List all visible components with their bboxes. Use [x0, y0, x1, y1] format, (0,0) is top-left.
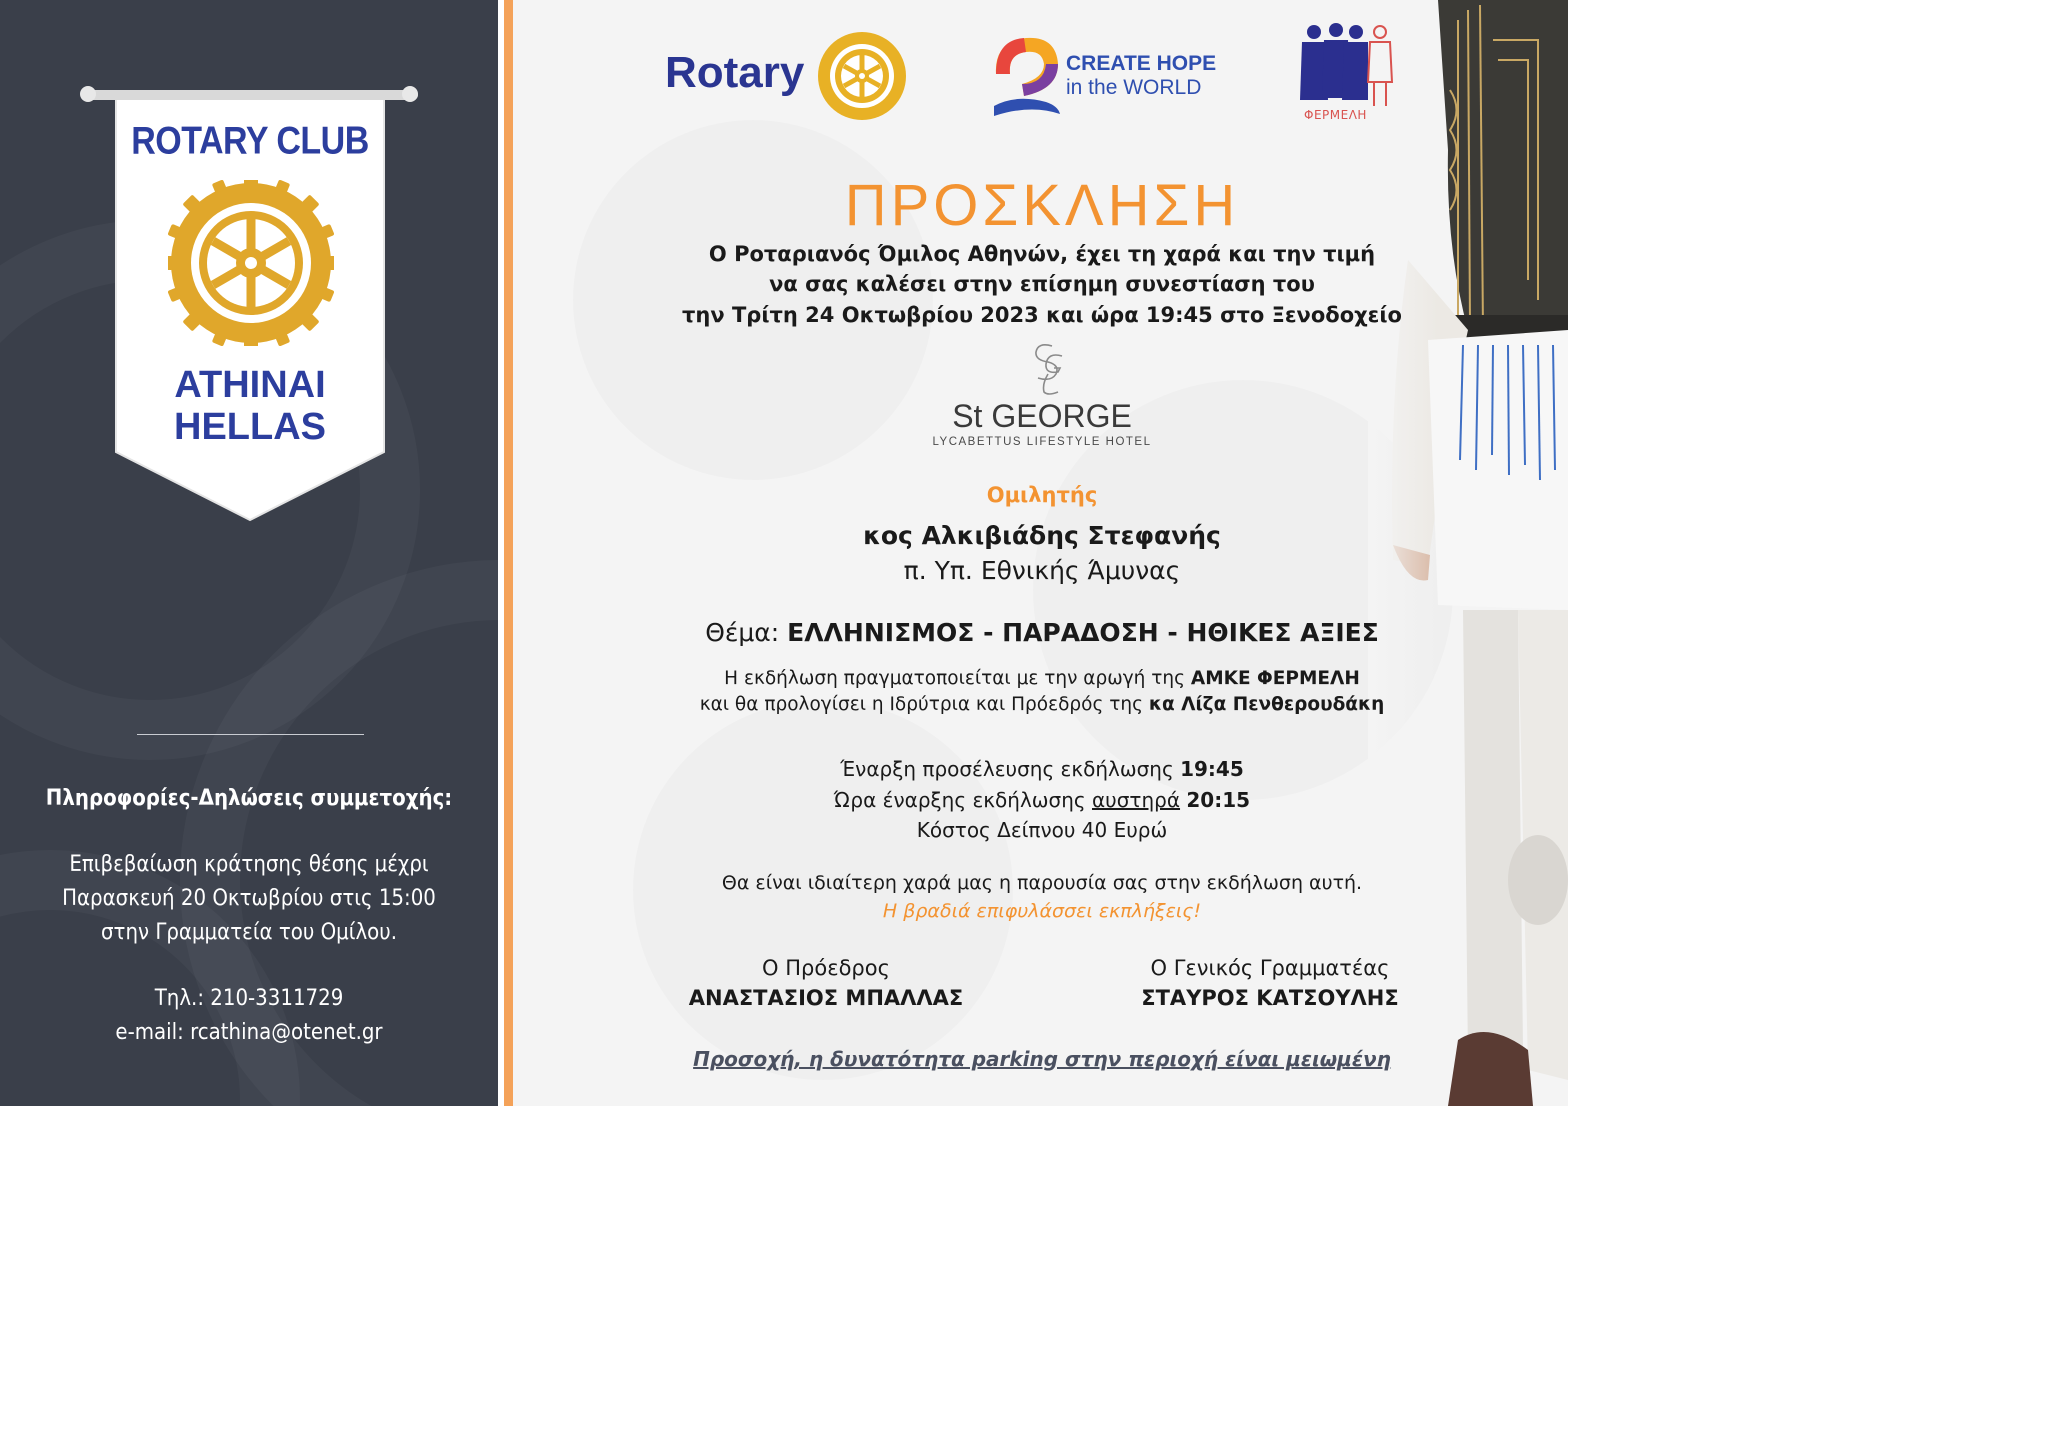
- create-hope-line-2: in the WORLD: [1066, 76, 1202, 99]
- rotary-logo-wheel-icon: [816, 30, 908, 122]
- intro-line-1: Ο Ροταριανός Όμιλος Αθηνών, έχει τη χαρά και την τιμή: [708, 242, 1376, 266]
- banner-athinai: ATHINAI: [174, 364, 326, 406]
- support-text-1: Η εκδήλωση πραγματοποιείται με την αρωγή της: [724, 668, 1191, 689]
- closing-line: Θα είναι ιδιαίτερη χαρά μας η παρουσία σας στην εκδήλωση αυτή.: [721, 872, 1363, 894]
- intro-line-2: να σας καλέσει στην επίσημη συνεστίαση του: [769, 272, 1315, 296]
- closing-orange: Η βραδιά επιφυλάσσει εκπλήξεις!: [882, 900, 1202, 922]
- hotel-subtitle: LYCABETTUS LIFESTYLE HOTEL: [932, 436, 1152, 448]
- topic-text: ΕΛΛΗΝΙΣΜΟΣ - ΠΑΡΑΔΟΣΗ - ΗΘΙΚΕΣ ΑΞΙΕΣ: [787, 618, 1379, 647]
- support-person: κα Λίζα Πενθερουδάκη: [1148, 694, 1385, 715]
- support-line-2: [513, 694, 1571, 715]
- invitation-title: ΠΡΟΣΚΛΗΣΗ: [844, 173, 1240, 238]
- phone: Τηλ.: 210-3311729: [154, 986, 344, 1011]
- dinner-cost: Κόστος Δείπνου 40 Ευρώ: [916, 818, 1168, 842]
- secretary-title: Ο Γενικός Γραμματέας: [1150, 956, 1390, 980]
- arrival-time: 19:45: [1180, 757, 1244, 781]
- info-line-2: Παρασκευή 20 Οκτωβρίου στις 15:00: [62, 886, 436, 911]
- evzone-figure: [1368, 0, 1568, 1106]
- info-line-1: Επιβεβαίωση κράτησης θέσης μέχρι: [69, 852, 429, 877]
- topic-line: [513, 618, 1571, 647]
- president-name: ΑΝΑΣΤΑΣΙΟΣ ΜΠΑΛΛΑΣ: [688, 986, 964, 1010]
- create-hope-line-1: CREATE HOPE: [1066, 52, 1217, 75]
- pennant-rod: [82, 90, 418, 100]
- speaker-label: Ομιλητής: [986, 483, 1098, 507]
- info-heading: Πληροφορίες-Δηλώσεις συμμετοχής:: [45, 786, 453, 811]
- left-panel: [0, 0, 498, 1106]
- banner-hellas: HELLAS: [174, 406, 326, 448]
- arrival-line: [513, 757, 1571, 781]
- rod-end-left: [80, 86, 96, 102]
- start-line: [513, 788, 1571, 812]
- fermeli-logo-icon: [1296, 22, 1400, 108]
- separator-orange: [504, 0, 513, 1106]
- invitation-panel: [513, 0, 1568, 1106]
- secretary-name: ΣΤΑΥΡΟΣ ΚΑΤΣΟΥΛΗΣ: [1141, 986, 1399, 1010]
- speaker-title: π. Υπ. Εθνικής Άμυνας: [903, 556, 1181, 585]
- intro-line-3: την Τρίτη 24 Οκτωβρίου 2023 και ώρα 19:45 στο Ξενοδοχείο: [682, 303, 1402, 327]
- topic-label: Θέμα:: [705, 618, 780, 647]
- hotel-name: St GEORGE: [952, 398, 1132, 434]
- email-link[interactable]: e-mail: rcathina@otenet.gr: [115, 1020, 383, 1045]
- create-hope-logo-icon: [986, 34, 1064, 118]
- info-line-3: στην Γραμματεία του Ομίλου.: [100, 920, 398, 945]
- support-line-1: [513, 668, 1571, 689]
- rotary-logo-text: Rotary: [665, 48, 805, 97]
- support-org: ΑΜΚΕ ΦΕΡΜΕΛΗ: [1190, 668, 1360, 689]
- rotary-wheel-icon: [168, 180, 334, 346]
- start-time: 20:15: [1186, 788, 1251, 812]
- rod-end-right: [402, 86, 418, 102]
- support-text-2: και θα προλογίσει η Ιδρύτρια και Πρόεδρός της: [699, 694, 1149, 715]
- speaker-name: κος Αλκιβιάδης Στεφανής: [863, 521, 1221, 550]
- president-title: Ο Πρόεδρος: [762, 956, 890, 980]
- fermeli-logo-text: ΦΕΡΜΕΛΗ: [1304, 108, 1367, 122]
- banner-rotary-club: ROTARY CLUB: [131, 119, 369, 163]
- start-strict: αυστηρά: [1092, 788, 1181, 812]
- start-label: Ώρα έναρξης εκδήλωσης: [833, 788, 1092, 812]
- left-divider: [137, 734, 364, 735]
- parking-note: Προσοχή, η δυνατότητα parking στην περιοχή είναι μειωμένη: [693, 1047, 1391, 1071]
- hotel-monogram-icon: [1018, 340, 1074, 398]
- arrival-label: Έναρξη προσέλευσης εκδήλωσης: [840, 757, 1181, 781]
